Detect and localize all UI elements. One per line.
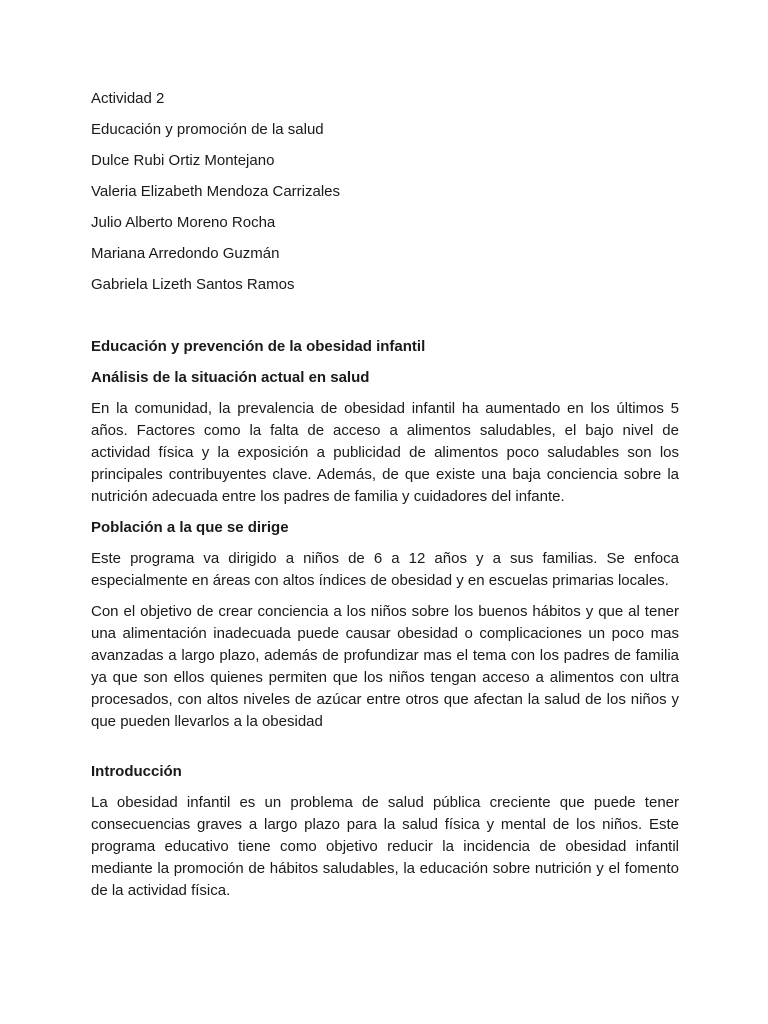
doc-header-line: Valeria Elizabeth Mendoza Carrizales (91, 183, 341, 200)
section-paragraph: Con el objetivo de crear conciencia a los niños sobre los buenos hábitos y que al tener una alimentación inadecuada puede causar obesidad o complicaciones un poco mas avanzadas a largo plazo, además de profundizar mas el tema con los padres de familia ya que son ellos quienes permiten que los niños tengan acceso a alimentos con ultra procesados, con altos niveles de azúcar entre otros que afectan la salud de los niños y que pueden llevarlos a la obesidad (91, 603, 679, 730)
doc-title-heading: Educación y prevención de la obesidad infantil (91, 338, 426, 355)
section-heading-introduccion: Introducción (91, 763, 182, 780)
doc-header-line: Gabriela Lizeth Santos Ramos (91, 276, 295, 293)
doc-header-line: Mariana Arredondo Guzmán (91, 245, 280, 262)
blank-line (91, 305, 679, 336)
doc-header-line: Educación y promoción de la salud (91, 121, 324, 138)
section-paragraph: En la comunidad, la prevalencia de obesidad infantil ha aumentado en los últimos 5 años. Factores como la falta de acceso a alimentos saludables, el bajo nivel de actividad física y la exposición a publicidad de alimentos poco saludables son los principales contribuyentes clave. Además, de que existe una baja conciencia sobre la nutrición adecuada entre los padres de familia y cuidadores del infante. (91, 400, 679, 505)
blank-line (91, 742, 679, 761)
section-heading-analisis: Análisis de la situación actual en salud (91, 369, 370, 386)
doc-header-line: Dulce Rubi Ortiz Montejano (91, 152, 275, 169)
doc-header-line: Actividad 2 (91, 90, 165, 107)
doc-header-line: Julio Alberto Moreno Rocha (91, 214, 276, 231)
section-heading-poblacion: Población a la que se dirige (91, 519, 289, 536)
section-paragraph: La obesidad infantil es un problema de salud pública creciente que puede tener consecuencias graves a largo plazo para la salud física y mental de los niños. Este programa educativo tiene como objetivo reducir la incidencia de obesidad infantil mediante la promoción de hábitos saludables, la educación sobre nutrición y el fomento de la actividad física. (91, 794, 679, 899)
section-paragraph: Este programa va dirigido a niños de 6 a 12 años y a sus familias. Se enfoca especialmente en áreas con altos índices de obesidad y en escuelas primarias locales. (91, 550, 679, 589)
